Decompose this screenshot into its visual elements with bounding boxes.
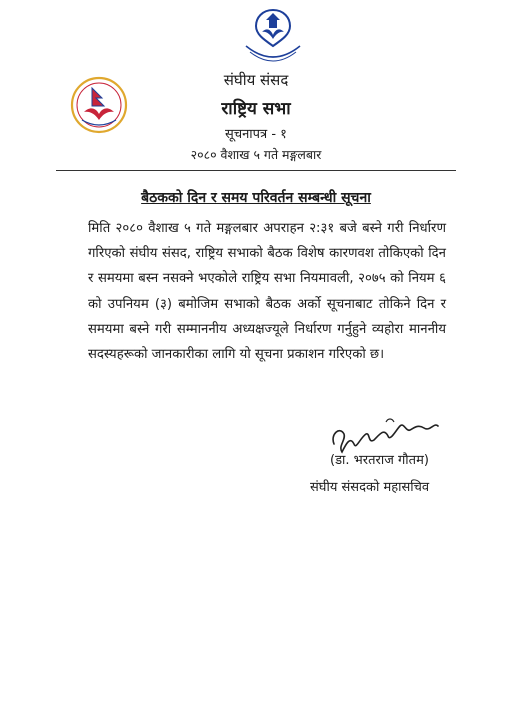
parliament-emblem-icon [236,6,310,66]
organization-name: संघीय संसद [223,71,289,89]
notice-title: बैठकको दिन र समय परिवर्तन सम्बन्धी सूचना [141,190,371,206]
notice-number: सूचनापत्र - १ [225,127,287,142]
house-name: राष्ट्रिय सभा [221,99,291,119]
header-divider [56,170,456,171]
notice-date: २०८० वैशाख ५ गते मङ्गलबार [190,147,322,162]
signatory-name: (डा. भरतराज गौतम) [330,453,429,468]
notice-body: मिति २०८० वैशाख ५ गते मङ्गलबार अपराहन २:३१ बजे बस्ने गरी निर्धारण गरिएको संघीय संसद, राष्ट्रिय सभाको बैठक विशेष कारणवश तोकिएको दिन र समयमा बस्न नसक्ने भएकोले राष्ट्रिय सभा नियमावली, २०७५ को नियम ६ को उपनियम (३) बमोजिम सभाको बैठक अर्को सूचनाबाट तोकिने दिन र समयमा बस्ने गरी सम्माननीय अध्यक्षज्यूले निर्धारण गर्नुहुने व्यहोरा माननीय सदस्यहरूको जानकारीका लागि यो सूचना प्रकाशन गरिएको छ। [88,221,446,363]
signatory-title: संघीय संसदको महासचिव [310,480,430,495]
